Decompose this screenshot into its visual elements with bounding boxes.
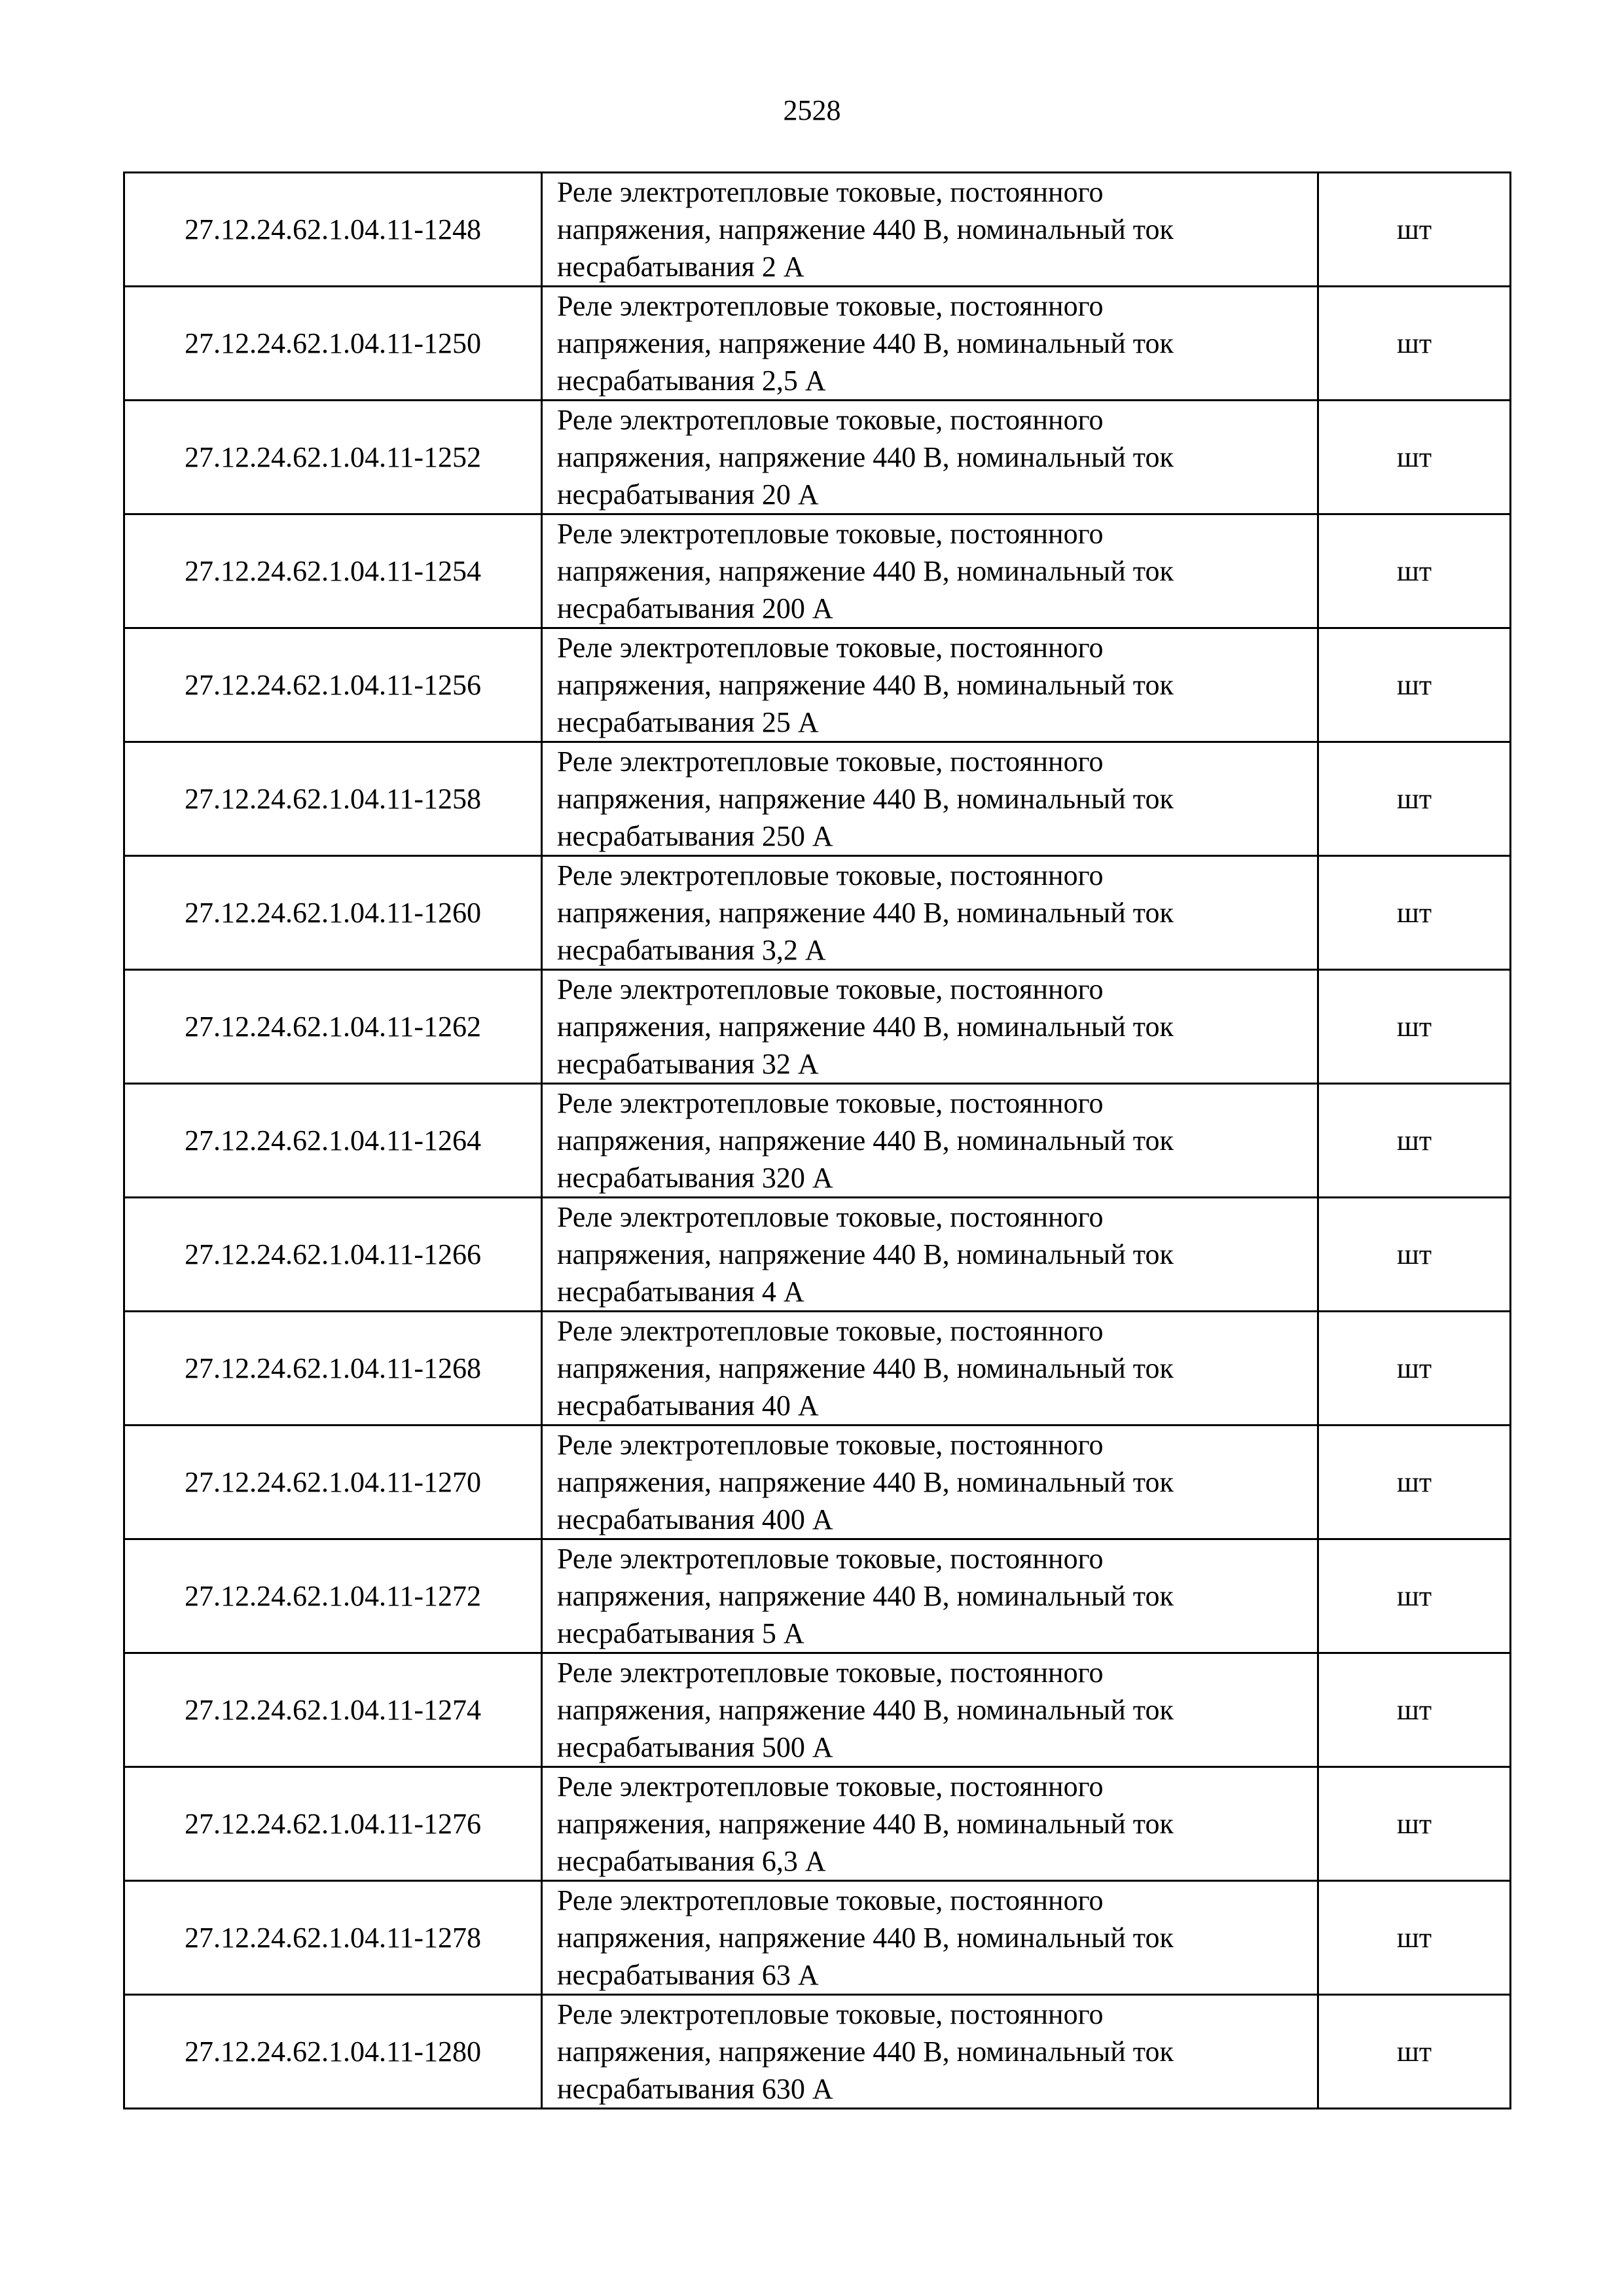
resource-description: Реле электротепловые токовые, постоянного напряжения, напряжение 440 В, номинальный ток несрабатывания 200 А: [542, 514, 1318, 628]
table-row: [124, 173, 1511, 287]
unit-of-measure: шт: [1318, 1539, 1511, 1653]
resource-code: 27.12.24.62.1.04.11-1274: [124, 1653, 542, 1767]
unit-of-measure: шт: [1318, 1767, 1511, 1881]
resource-code: 27.12.24.62.1.04.11-1248: [124, 173, 542, 287]
unit-of-measure: шт: [1318, 173, 1511, 287]
resource-description: Реле электротепловые токовые, постоянного напряжения, напряжение 440 В, номинальный ток несрабатывания 250 А: [542, 742, 1318, 856]
unit-of-measure: шт: [1318, 856, 1511, 970]
resource-description: Реле электротепловые токовые, постоянного напряжения, напряжение 440 В, номинальный ток несрабатывания 40 А: [542, 1312, 1318, 1426]
table-row: [124, 1881, 1511, 1995]
table-row: [124, 970, 1511, 1084]
resource-code: 27.12.24.62.1.04.11-1270: [124, 1426, 542, 1539]
resource-code: 27.12.24.62.1.04.11-1276: [124, 1767, 542, 1881]
unit-of-measure: шт: [1318, 970, 1511, 1084]
unit-of-measure: шт: [1318, 1198, 1511, 1312]
unit-of-measure: шт: [1318, 1995, 1511, 2109]
unit-of-measure: шт: [1318, 1084, 1511, 1198]
resource-description: Реле электротепловые токовые, постоянного напряжения, напряжение 440 В, номинальный ток несрабатывания 20 А: [542, 401, 1318, 514]
spec-table-body: [124, 173, 1511, 2109]
table-row: [124, 742, 1511, 856]
table-row: [124, 1198, 1511, 1312]
table-row: [124, 628, 1511, 742]
resource-code: 27.12.24.62.1.04.11-1256: [124, 628, 542, 742]
table-row: [124, 401, 1511, 514]
table-row: [124, 1539, 1511, 1653]
resource-description: Реле электротепловые токовые, постоянного напряжения, напряжение 440 В, номинальный ток несрабатывания 4 А: [542, 1198, 1318, 1312]
table-row: [124, 1084, 1511, 1198]
resource-code: 27.12.24.62.1.04.11-1254: [124, 514, 542, 628]
unit-of-measure: шт: [1318, 1881, 1511, 1995]
resource-code: 27.12.24.62.1.04.11-1262: [124, 970, 542, 1084]
resource-description: Реле электротепловые токовые, постоянного напряжения, напряжение 440 В, номинальный ток несрабатывания 63 А: [542, 1881, 1318, 1995]
spec-table: [123, 171, 1511, 2109]
resource-description: Реле электротепловые токовые, постоянного напряжения, напряжение 440 В, номинальный ток несрабатывания 2,5 А: [542, 287, 1318, 401]
unit-of-measure: шт: [1318, 1312, 1511, 1426]
table-row: [124, 287, 1511, 401]
table-row: [124, 1653, 1511, 1767]
resource-description: Реле электротепловые токовые, постоянного напряжения, напряжение 440 В, номинальный ток несрабатывания 6,3 А: [542, 1767, 1318, 1881]
unit-of-measure: шт: [1318, 742, 1511, 856]
resource-code: 27.12.24.62.1.04.11-1280: [124, 1995, 542, 2109]
resource-code: 27.12.24.62.1.04.11-1264: [124, 1084, 542, 1198]
resource-description: Реле электротепловые токовые, постоянного напряжения, напряжение 440 В, номинальный ток несрабатывания 3,2 А: [542, 856, 1318, 970]
unit-of-measure: шт: [1318, 1426, 1511, 1539]
table-row: [124, 1767, 1511, 1881]
resource-description: Реле электротепловые токовые, постоянного напряжения, напряжение 440 В, номинальный ток несрабатывания 5 А: [542, 1539, 1318, 1653]
table-row: [124, 514, 1511, 628]
table-row: [124, 1995, 1511, 2109]
resource-code: 27.12.24.62.1.04.11-1260: [124, 856, 542, 970]
resource-code: 27.12.24.62.1.04.11-1268: [124, 1312, 542, 1426]
unit-of-measure: шт: [1318, 401, 1511, 514]
resource-description: Реле электротепловые токовые, постоянного напряжения, напряжение 440 В, номинальный ток несрабатывания 2 А: [542, 173, 1318, 287]
unit-of-measure: шт: [1318, 287, 1511, 401]
resource-description: Реле электротепловые токовые, постоянного напряжения, напряжение 440 В, номинальный ток несрабатывания 320 А: [542, 1084, 1318, 1198]
page-number: 2528: [783, 94, 841, 126]
unit-of-measure: шт: [1318, 514, 1511, 628]
unit-of-measure: шт: [1318, 628, 1511, 742]
resource-description: Реле электротепловые токовые, постоянного напряжения, напряжение 440 В, номинальный ток несрабатывания 500 А: [542, 1653, 1318, 1767]
resource-description: Реле электротепловые токовые, постоянного напряжения, напряжение 440 В, номинальный ток несрабатывания 630 А: [542, 1995, 1318, 2109]
resource-code: 27.12.24.62.1.04.11-1266: [124, 1198, 542, 1312]
resource-code: 27.12.24.62.1.04.11-1250: [124, 287, 542, 401]
resource-description: Реле электротепловые токовые, постоянного напряжения, напряжение 440 В, номинальный ток несрабатывания 32 А: [542, 970, 1318, 1084]
table-row: [124, 856, 1511, 970]
resource-description: Реле электротепловые токовые, постоянного напряжения, напряжение 440 В, номинальный ток несрабатывания 25 А: [542, 628, 1318, 742]
resource-description: Реле электротепловые токовые, постоянного напряжения, напряжение 440 В, номинальный ток несрабатывания 400 А: [542, 1426, 1318, 1539]
unit-of-measure: шт: [1318, 1653, 1511, 1767]
resource-code: 27.12.24.62.1.04.11-1258: [124, 742, 542, 856]
resource-code: 27.12.24.62.1.04.11-1252: [124, 401, 542, 514]
resource-code: 27.12.24.62.1.04.11-1278: [124, 1881, 542, 1995]
table-row: [124, 1426, 1511, 1539]
table-row: [124, 1312, 1511, 1426]
resource-code: 27.12.24.62.1.04.11-1272: [124, 1539, 542, 1653]
